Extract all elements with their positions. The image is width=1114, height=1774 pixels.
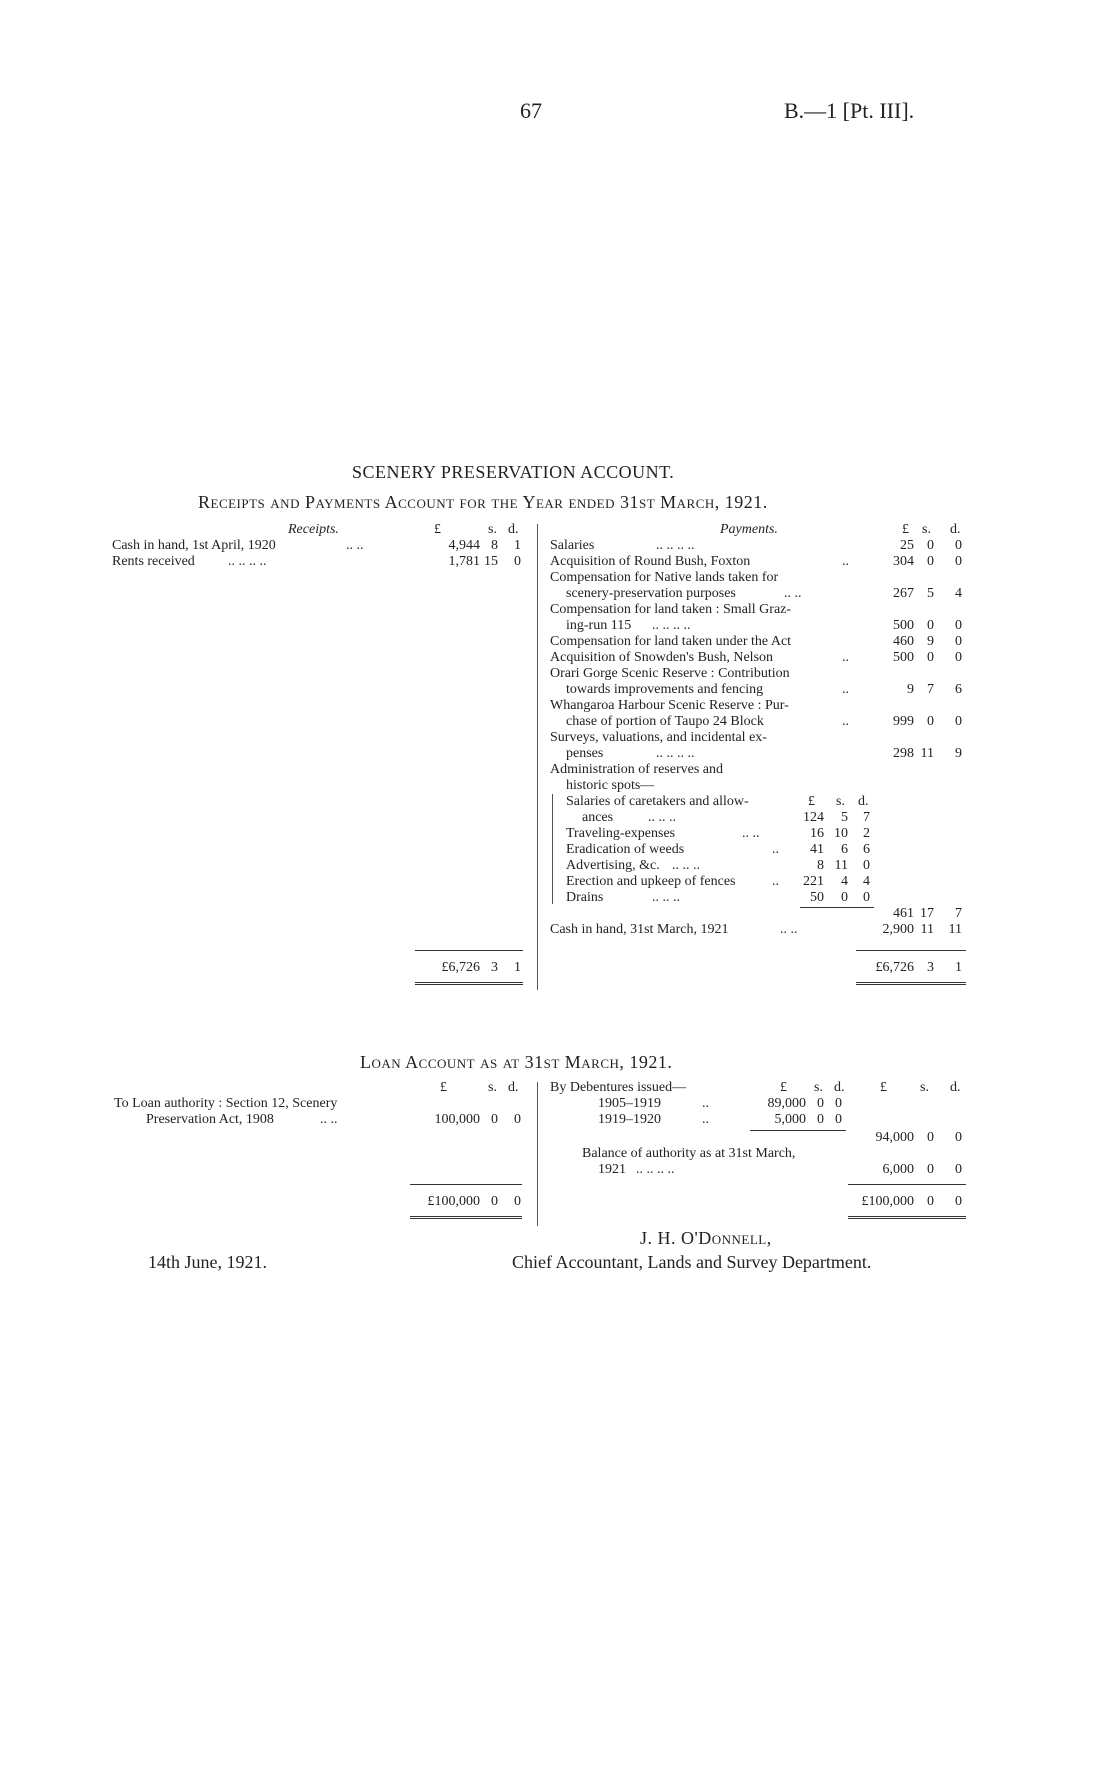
payment-label: penses [566, 746, 604, 761]
loan-right-d-head: d. [950, 1080, 961, 1095]
loan-left-shillings: 0 [491, 1112, 498, 1127]
payment-label: Cash in hand, 31st March, 1921 [550, 922, 729, 937]
leader-dots: .. .. .. .. [228, 554, 267, 569]
loan-account-heading: Loan Account as at 31st March, 1921. [360, 1052, 673, 1072]
admin-shillings: 0 [841, 890, 848, 905]
balance-pence: 0 [955, 1162, 962, 1177]
leader-dots: .. [842, 682, 849, 697]
admin-label: ances [582, 810, 614, 825]
admin-pounds: 124 [803, 810, 824, 825]
payment-label: ing-run 115 [566, 618, 632, 633]
receipts-total-pence: 1 [514, 960, 521, 975]
debenture-pounds: 5,000 [774, 1112, 806, 1127]
payments-total-shillings: 3 [927, 960, 934, 975]
payments-total-pence: 1 [955, 960, 962, 975]
leader-dots: .. .. .. .. [636, 1162, 675, 1177]
payment-pence: 0 [955, 618, 962, 633]
debentures-subtotal-pounds: 94,000 [875, 1130, 914, 1145]
payment-pence: 9 [955, 746, 962, 761]
admin-pence: 6 [863, 842, 870, 857]
admin-shillings: 4 [841, 874, 848, 889]
payment-pence: 0 [955, 714, 962, 729]
debentures-subtotal-shillings: 0 [927, 1130, 934, 1145]
page-number: 67 [520, 98, 542, 123]
admin-label: Traveling-expenses [566, 826, 676, 841]
admin-total-pounds: 461 [893, 906, 914, 921]
loan-column-divider [537, 1082, 538, 1226]
loan-left-pence: 0 [514, 1112, 521, 1127]
receipt-label: Cash in hand, 1st April, 1920 [112, 538, 276, 553]
payment-shillings: 0 [927, 538, 934, 553]
loan-left-pounds: 100,000 [434, 1112, 480, 1127]
loan-sub-d-head: d. [834, 1080, 845, 1095]
admin-label: Drains [566, 890, 604, 905]
payment-pounds: 304 [893, 554, 914, 569]
payment-pounds: 9 [907, 682, 914, 697]
double-rule [415, 982, 523, 985]
payment-label: historic spots— [566, 778, 655, 793]
loan-left-total-pence: 0 [514, 1194, 521, 1209]
account-subtitle: Receipts and Payments Account for the Year ended 31st March, 1921. [198, 492, 768, 512]
payment-pounds: 460 [893, 634, 914, 649]
loan-left-s-head: s. [488, 1080, 497, 1095]
payment-pence: 0 [955, 554, 962, 569]
payment-shillings: 0 [927, 554, 934, 569]
admin-s-head: s. [836, 794, 845, 809]
rule [415, 950, 523, 951]
admin-pounds: 50 [810, 890, 824, 905]
balance-label: Balance of authority as at 31st March, [582, 1146, 796, 1161]
payment-pence: 11 [948, 922, 962, 937]
leader-dots: .. [842, 554, 849, 569]
payment-label: Salaries [550, 538, 595, 553]
balance-shillings: 0 [927, 1162, 934, 1177]
admin-total-pence: 7 [955, 906, 962, 921]
receipts-pound-head: £ [434, 522, 441, 537]
admin-shillings: 10 [834, 826, 848, 841]
balance-label-cont: 1921 [598, 1162, 626, 1177]
receipt-shillings: 15 [484, 554, 498, 569]
account-title: SCENERY PRESERVATION ACCOUNT. [352, 462, 675, 482]
payment-shillings: 5 [927, 586, 934, 601]
debenture-shillings: 0 [817, 1096, 824, 1111]
receipt-pence: 1 [514, 538, 521, 553]
payment-label: Orari Gorge Scenic Reserve : Contribution [550, 666, 790, 681]
admin-pence: 4 [863, 874, 870, 889]
admin-d-head: d. [858, 794, 869, 809]
leader-dots: .. .. [320, 1112, 338, 1127]
receipt-label: Rents received [112, 554, 195, 569]
loan-left-total-pounds: £100,000 [427, 1194, 480, 1209]
admin-shillings: 6 [841, 842, 848, 857]
admin-pence: 7 [863, 810, 870, 825]
admin-pence: 2 [863, 826, 870, 841]
payments-pound-head: £ [902, 522, 909, 537]
payment-pounds: 500 [893, 618, 914, 633]
receipt-shillings: 8 [491, 538, 498, 553]
loan-left-pound-head: £ [440, 1080, 447, 1095]
payment-label: Compensation for Native lands taken for [550, 570, 779, 585]
leader-dots: .. .. .. [672, 858, 700, 873]
sub-divider [552, 794, 553, 904]
leader-dots: .. .. [780, 922, 798, 937]
signatory-name: J. H. O'Donnell, [640, 1228, 772, 1248]
loan-right-total-pounds: £100,000 [861, 1194, 914, 1209]
admin-shillings: 11 [834, 858, 848, 873]
receipts-s-head: s. [488, 522, 497, 537]
payment-pence: 4 [955, 586, 962, 601]
double-rule [856, 982, 966, 985]
signatory-position: Chief Accountant, Lands and Survey Department. [512, 1252, 872, 1272]
payment-pence: 0 [955, 634, 962, 649]
leader-dots: .. .. .. .. [656, 746, 695, 761]
debenture-shillings: 0 [817, 1112, 824, 1127]
loan-right-total-pence: 0 [955, 1194, 962, 1209]
debentures-subtotal-pence: 0 [955, 1130, 962, 1145]
payment-pounds: 25 [900, 538, 914, 553]
rule [848, 1184, 966, 1185]
admin-total-shillings: 17 [920, 906, 934, 921]
payment-label: Compensation for land taken under the Act [550, 634, 792, 649]
payment-pounds: 298 [893, 746, 914, 761]
receipts-heading: Receipts. [288, 522, 339, 537]
leader-dots: .. .. [742, 826, 760, 841]
loan-right-pound-head: £ [880, 1080, 887, 1095]
payment-shillings: 0 [927, 714, 934, 729]
payments-d-head: d. [950, 522, 961, 537]
loan-left-d-head: d. [508, 1080, 519, 1095]
payment-label: scenery-preservation purposes [566, 586, 736, 601]
payment-label: chase of portion of Taupo 24 Block [566, 714, 764, 729]
leader-dots: .. .. [346, 538, 364, 553]
payment-shillings: 11 [920, 922, 934, 937]
payment-pounds: 500 [893, 650, 914, 665]
leader-dots: .. .. .. [652, 890, 680, 905]
payment-pence: 0 [955, 650, 962, 665]
payments-s-head: s. [922, 522, 931, 537]
leader-dots: .. .. .. [648, 810, 676, 825]
payment-label: Whangaroa Harbour Scenic Reserve : Pur- [550, 698, 789, 713]
leader-dots: .. .. .. .. [652, 618, 691, 633]
debenture-period: 1905–1919 [598, 1096, 661, 1111]
payment-pence: 0 [955, 538, 962, 553]
double-rule [410, 1216, 522, 1219]
receipts-d-head: d. [508, 522, 519, 537]
payment-label: towards improvements and fencing [566, 682, 764, 697]
debenture-pence: 0 [835, 1112, 842, 1127]
rule [410, 1184, 522, 1185]
payments-total-pounds: £6,726 [875, 960, 914, 975]
admin-label: Eradication of weeds [566, 842, 685, 857]
rule [856, 950, 966, 951]
loan-left-label: To Loan authority : Section 12, Scenery [114, 1096, 338, 1111]
debenture-period: 1919–1920 [598, 1112, 661, 1127]
payment-pounds: 267 [893, 586, 914, 601]
loan-left-total-shillings: 0 [491, 1194, 498, 1209]
rule [800, 907, 874, 908]
payment-label: Acquisition of Snowden's Bush, Nelson [550, 650, 774, 665]
admin-pounds: 221 [803, 874, 824, 889]
payment-pence: 6 [955, 682, 962, 697]
double-rule [848, 1216, 966, 1219]
loan-right-heading: By Debentures issued— [550, 1080, 687, 1095]
leader-dots: .. [772, 874, 779, 889]
admin-label: Erection and upkeep of fences [566, 874, 736, 889]
receipt-pounds: 4,944 [448, 538, 480, 553]
payments-heading: Payments. [720, 522, 778, 537]
balance-pounds: 6,000 [882, 1162, 914, 1177]
payment-label: Acquisition of Round Bush, Foxton [550, 554, 751, 569]
admin-shillings: 5 [841, 810, 848, 825]
column-divider [537, 524, 538, 990]
receipts-total-pounds: £6,726 [441, 960, 480, 975]
admin-pounds: 16 [810, 826, 824, 841]
admin-pounds: 8 [817, 858, 824, 873]
payment-shillings: 11 [920, 746, 934, 761]
document-reference: B.—1 [Pt. III]. [784, 98, 915, 123]
leader-dots: .. [702, 1112, 709, 1127]
admin-pound-head: £ [808, 794, 815, 809]
payment-shillings: 0 [927, 650, 934, 665]
leader-dots: .. [842, 650, 849, 665]
payment-label: Compensation for land taken : Small Graz- [550, 602, 792, 617]
loan-right-total-shillings: 0 [927, 1194, 934, 1209]
admin-label: Advertising, &c. [566, 858, 660, 873]
admin-pounds: 41 [810, 842, 824, 857]
payment-pounds: 999 [893, 714, 914, 729]
leader-dots: .. [842, 714, 849, 729]
admin-pence: 0 [863, 858, 870, 873]
leader-dots: .. [772, 842, 779, 857]
loan-sub-pound-head: £ [780, 1080, 787, 1095]
leader-dots: .. .. [784, 586, 802, 601]
report-date: 14th June, 1921. [148, 1252, 267, 1272]
admin-pence: 0 [863, 890, 870, 905]
receipt-pence: 0 [514, 554, 521, 569]
rule [750, 1130, 846, 1131]
debenture-pounds: 89,000 [767, 1096, 806, 1111]
admin-label: Salaries of caretakers and allow- [566, 794, 749, 809]
debenture-pence: 0 [835, 1096, 842, 1111]
receipt-pounds: 1,781 [448, 554, 480, 569]
receipts-total-shillings: 3 [491, 960, 498, 975]
leader-dots: .. .. .. .. [656, 538, 695, 553]
payment-label: Surveys, valuations, and incidental ex- [550, 730, 767, 745]
payment-shillings: 9 [927, 634, 934, 649]
loan-left-label-cont: Preservation Act, 1908 [146, 1112, 274, 1127]
payment-shillings: 7 [927, 682, 934, 697]
payment-label: Administration of reserves and [550, 762, 724, 777]
leader-dots: .. [702, 1096, 709, 1111]
loan-sub-s-head: s. [814, 1080, 823, 1095]
loan-right-s-head: s. [920, 1080, 929, 1095]
payment-shillings: 0 [927, 618, 934, 633]
payment-pounds: 2,900 [882, 922, 914, 937]
